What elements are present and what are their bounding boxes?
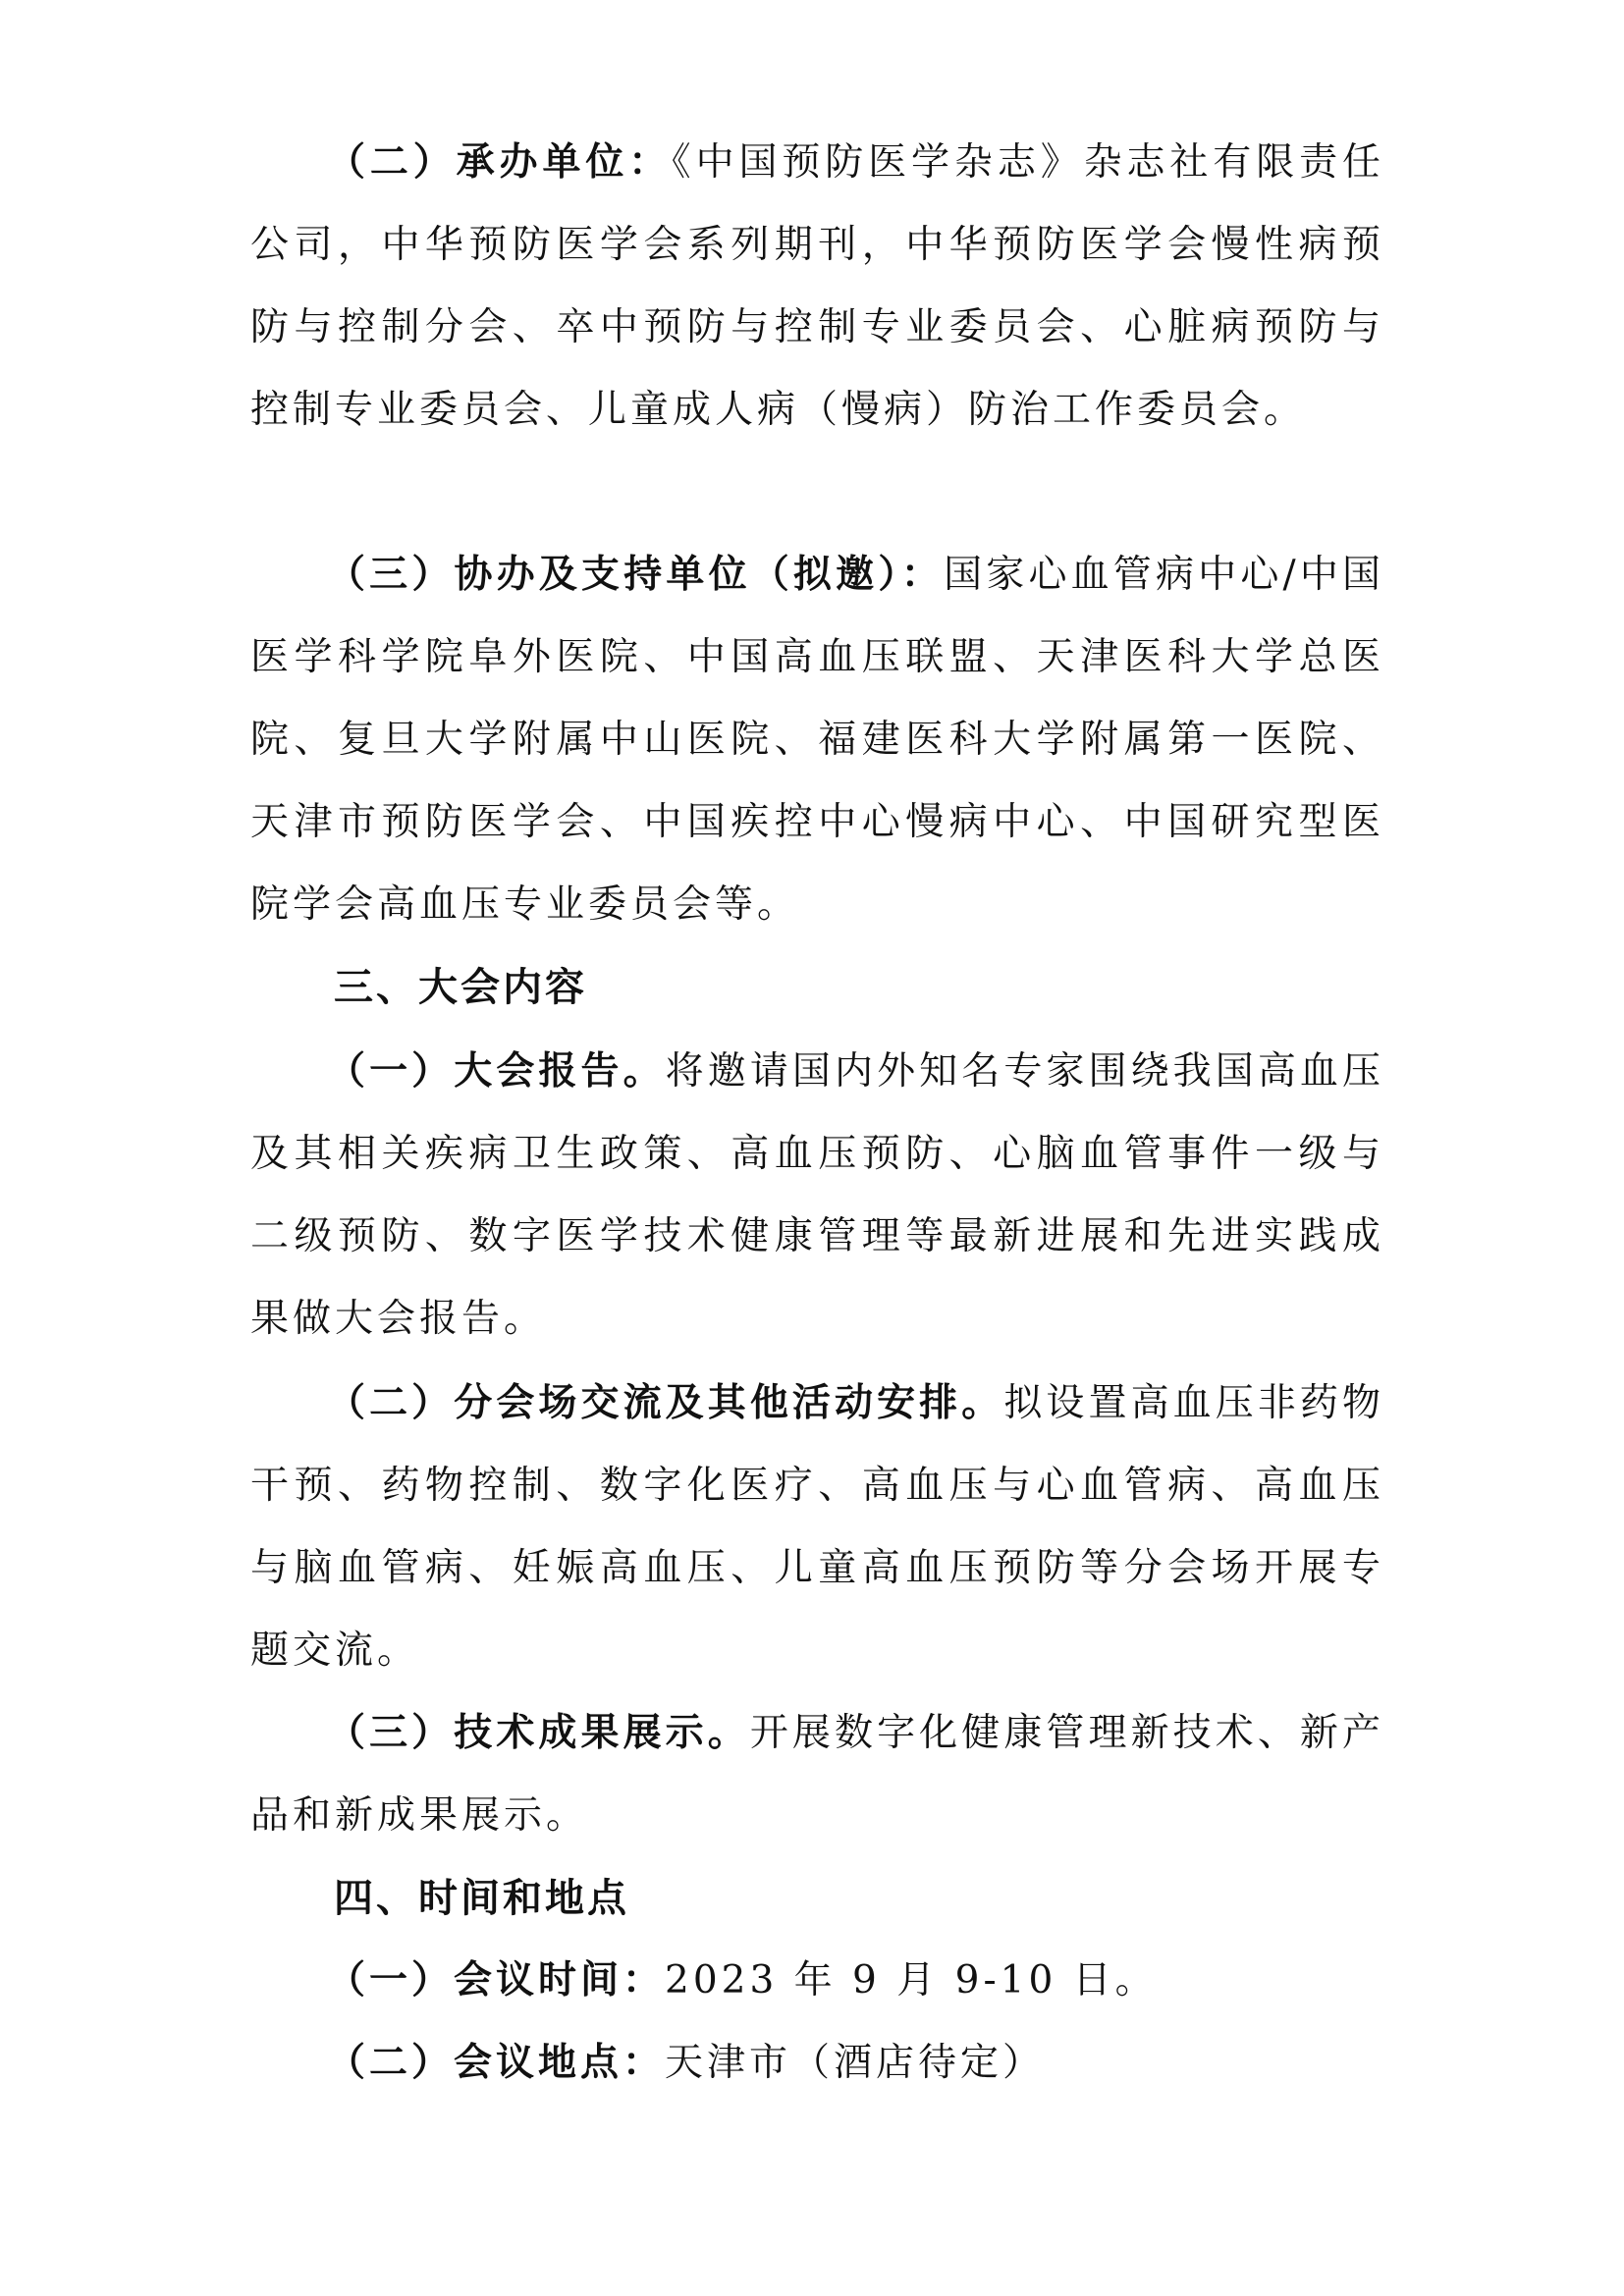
paragraph-text: 开展数字化健康管理新技术、新产品和新成果展示。 xyxy=(250,1711,1384,1838)
paragraph-text: 将邀请国内外知名专家围绕我国高血压及其相关疾病卫生政策、高血压预防、心脑血管事件一级与二级预防、数字医学技术健康管理等最新进展和先进实践成果做大会报告。 xyxy=(250,1049,1384,1341)
paragraph-lead: （二）分会场交流及其他活动安排。 xyxy=(327,1381,1004,1425)
paragraph-lead: （一）会议时间： xyxy=(327,1958,666,2002)
paragraph-lead: （二）承办单位： xyxy=(327,140,673,185)
paragraph-lead: （三）技术成果展示。 xyxy=(327,1711,750,1755)
paragraph-text: 国家心血管病中心/中国医学科学院阜外医院、中国高血压联盟、天津医科大学总医院、复旦大学附属中山医院、福建医科大学附属第一医院、天津市预防医学会、中国疾控中心慢病中心、中国研究型医院学会高血压专业委员会等。 xyxy=(250,553,1384,927)
paragraph-showcase xyxy=(250,1692,1384,1857)
paragraph-sessions xyxy=(250,1362,1384,1692)
section-heading-content: 三、大会内容 xyxy=(334,965,587,1010)
paragraph-report xyxy=(250,1031,1384,1361)
paragraph-cosponsor xyxy=(250,534,1384,946)
paragraph-time xyxy=(250,1940,1384,2022)
paragraph-organizer xyxy=(250,122,1384,452)
paragraph-text: 《中国预防医学杂志》杂志社有限责任公司，中华预防医学会系列期刊，中华预防医学会慢性病预防与控制分会、卒中预防与控制专业委员会、心脏病预防与控制专业委员会、儿童成人病（慢病）防治工作委员会。 xyxy=(250,140,1384,432)
paragraph-text: 天津市（酒店待定） xyxy=(665,2041,1046,2085)
paragraph-text: 拟设置高血压非药物干预、药物控制、数字化医疗、高血压与心血管病、高血压与脑血管病、妊娠高血压、儿童高血压预防等分会场开展专题交流。 xyxy=(250,1381,1384,1673)
paragraph-lead: （三）协办及支持单位（拟邀）： xyxy=(327,553,945,597)
paragraph-lead: （一）大会报告。 xyxy=(327,1049,666,1094)
paragraph-text: 2023 年 9 月 9-10 日。 xyxy=(665,1958,1158,2002)
paragraph-place xyxy=(250,2022,1384,2105)
paragraph-lead: （二）会议地点： xyxy=(327,2041,666,2085)
section-heading-time-place: 四、时间和地点 xyxy=(334,1876,629,1921)
